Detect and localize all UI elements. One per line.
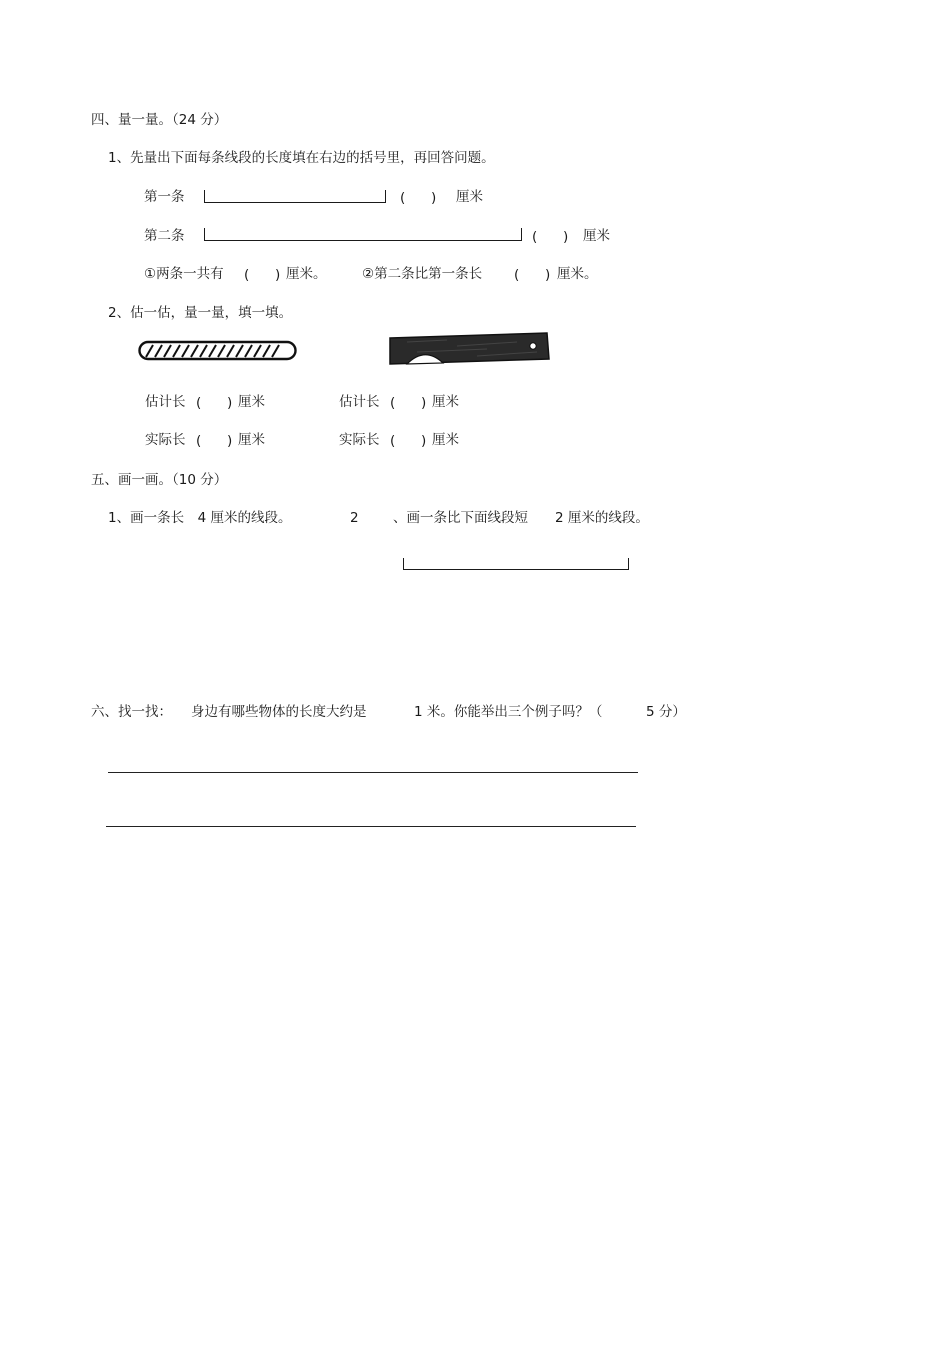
line2-answer-paren[interactable]: ( ) — [532, 229, 569, 245]
right-estimate-paren[interactable]: ( ) — [390, 395, 427, 411]
answer-line-1[interactable] — [108, 772, 638, 773]
section4-heading: 四、量一量。（24 分） — [91, 112, 228, 128]
sub2-answer-paren[interactable]: ( ) — [514, 267, 551, 283]
sub1-answer-paren[interactable]: ( ) — [244, 267, 281, 283]
left-estimate-label: 估计长 — [145, 394, 186, 410]
section5-heading: 五、画一画。（10 分） — [91, 472, 228, 488]
section6-question-part1: 身边有哪些物体的长度大约是 — [191, 704, 367, 720]
section6-heading: 六、找一找： — [91, 704, 172, 720]
line1-label: 第一条 — [144, 189, 185, 205]
line1-unit: 厘米 — [456, 189, 483, 205]
section5-q2-number: 2 — [350, 510, 359, 526]
section5-q2-text: 、画一条比下面线段短 2 厘米的线段。 — [393, 510, 649, 526]
sub2-unit: 厘米。 — [557, 266, 598, 282]
q2-prompt: 2、估一估，量一量，填一填。 — [108, 305, 293, 321]
right-estimate-label: 估计长 — [339, 394, 380, 410]
left-actual-paren[interactable]: ( ) — [196, 433, 233, 449]
ruler-illustration — [387, 332, 551, 366]
left-estimate-paren[interactable]: ( ) — [196, 395, 233, 411]
sub2-text: ②第二条比第一条长 — [362, 266, 483, 282]
answer-line-2[interactable] — [106, 826, 636, 827]
right-actual-unit: 厘米 — [432, 432, 459, 448]
section5-q1: 1、画一条长 4 厘米的线段。 — [108, 510, 292, 526]
first-line-segment — [204, 190, 386, 203]
line2-label: 第二条 — [144, 228, 185, 244]
reference-line-segment — [403, 558, 629, 570]
left-actual-unit: 厘米 — [238, 432, 265, 448]
right-estimate-unit: 厘米 — [432, 394, 459, 410]
left-estimate-unit: 厘米 — [238, 394, 265, 410]
line2-unit: 厘米 — [583, 228, 610, 244]
left-actual-label: 实际长 — [145, 432, 186, 448]
q1-prompt: 1、先量出下面每条线段的长度填在右边的括号里，再回答问题。 — [108, 150, 495, 166]
second-line-segment — [204, 228, 522, 241]
pencil-illustration — [138, 340, 298, 362]
right-actual-paren[interactable]: ( ) — [390, 433, 427, 449]
sub1-unit: 厘米。 — [286, 266, 327, 282]
line1-answer-paren[interactable]: ( ) — [400, 190, 437, 206]
section6-question-part2: 1 米。你能举出三个例子吗？（ — [414, 704, 603, 720]
section6-question-part3: 5 分） — [646, 704, 686, 720]
sub1-text: ①两条一共有 — [144, 266, 224, 282]
right-actual-label: 实际长 — [339, 432, 380, 448]
